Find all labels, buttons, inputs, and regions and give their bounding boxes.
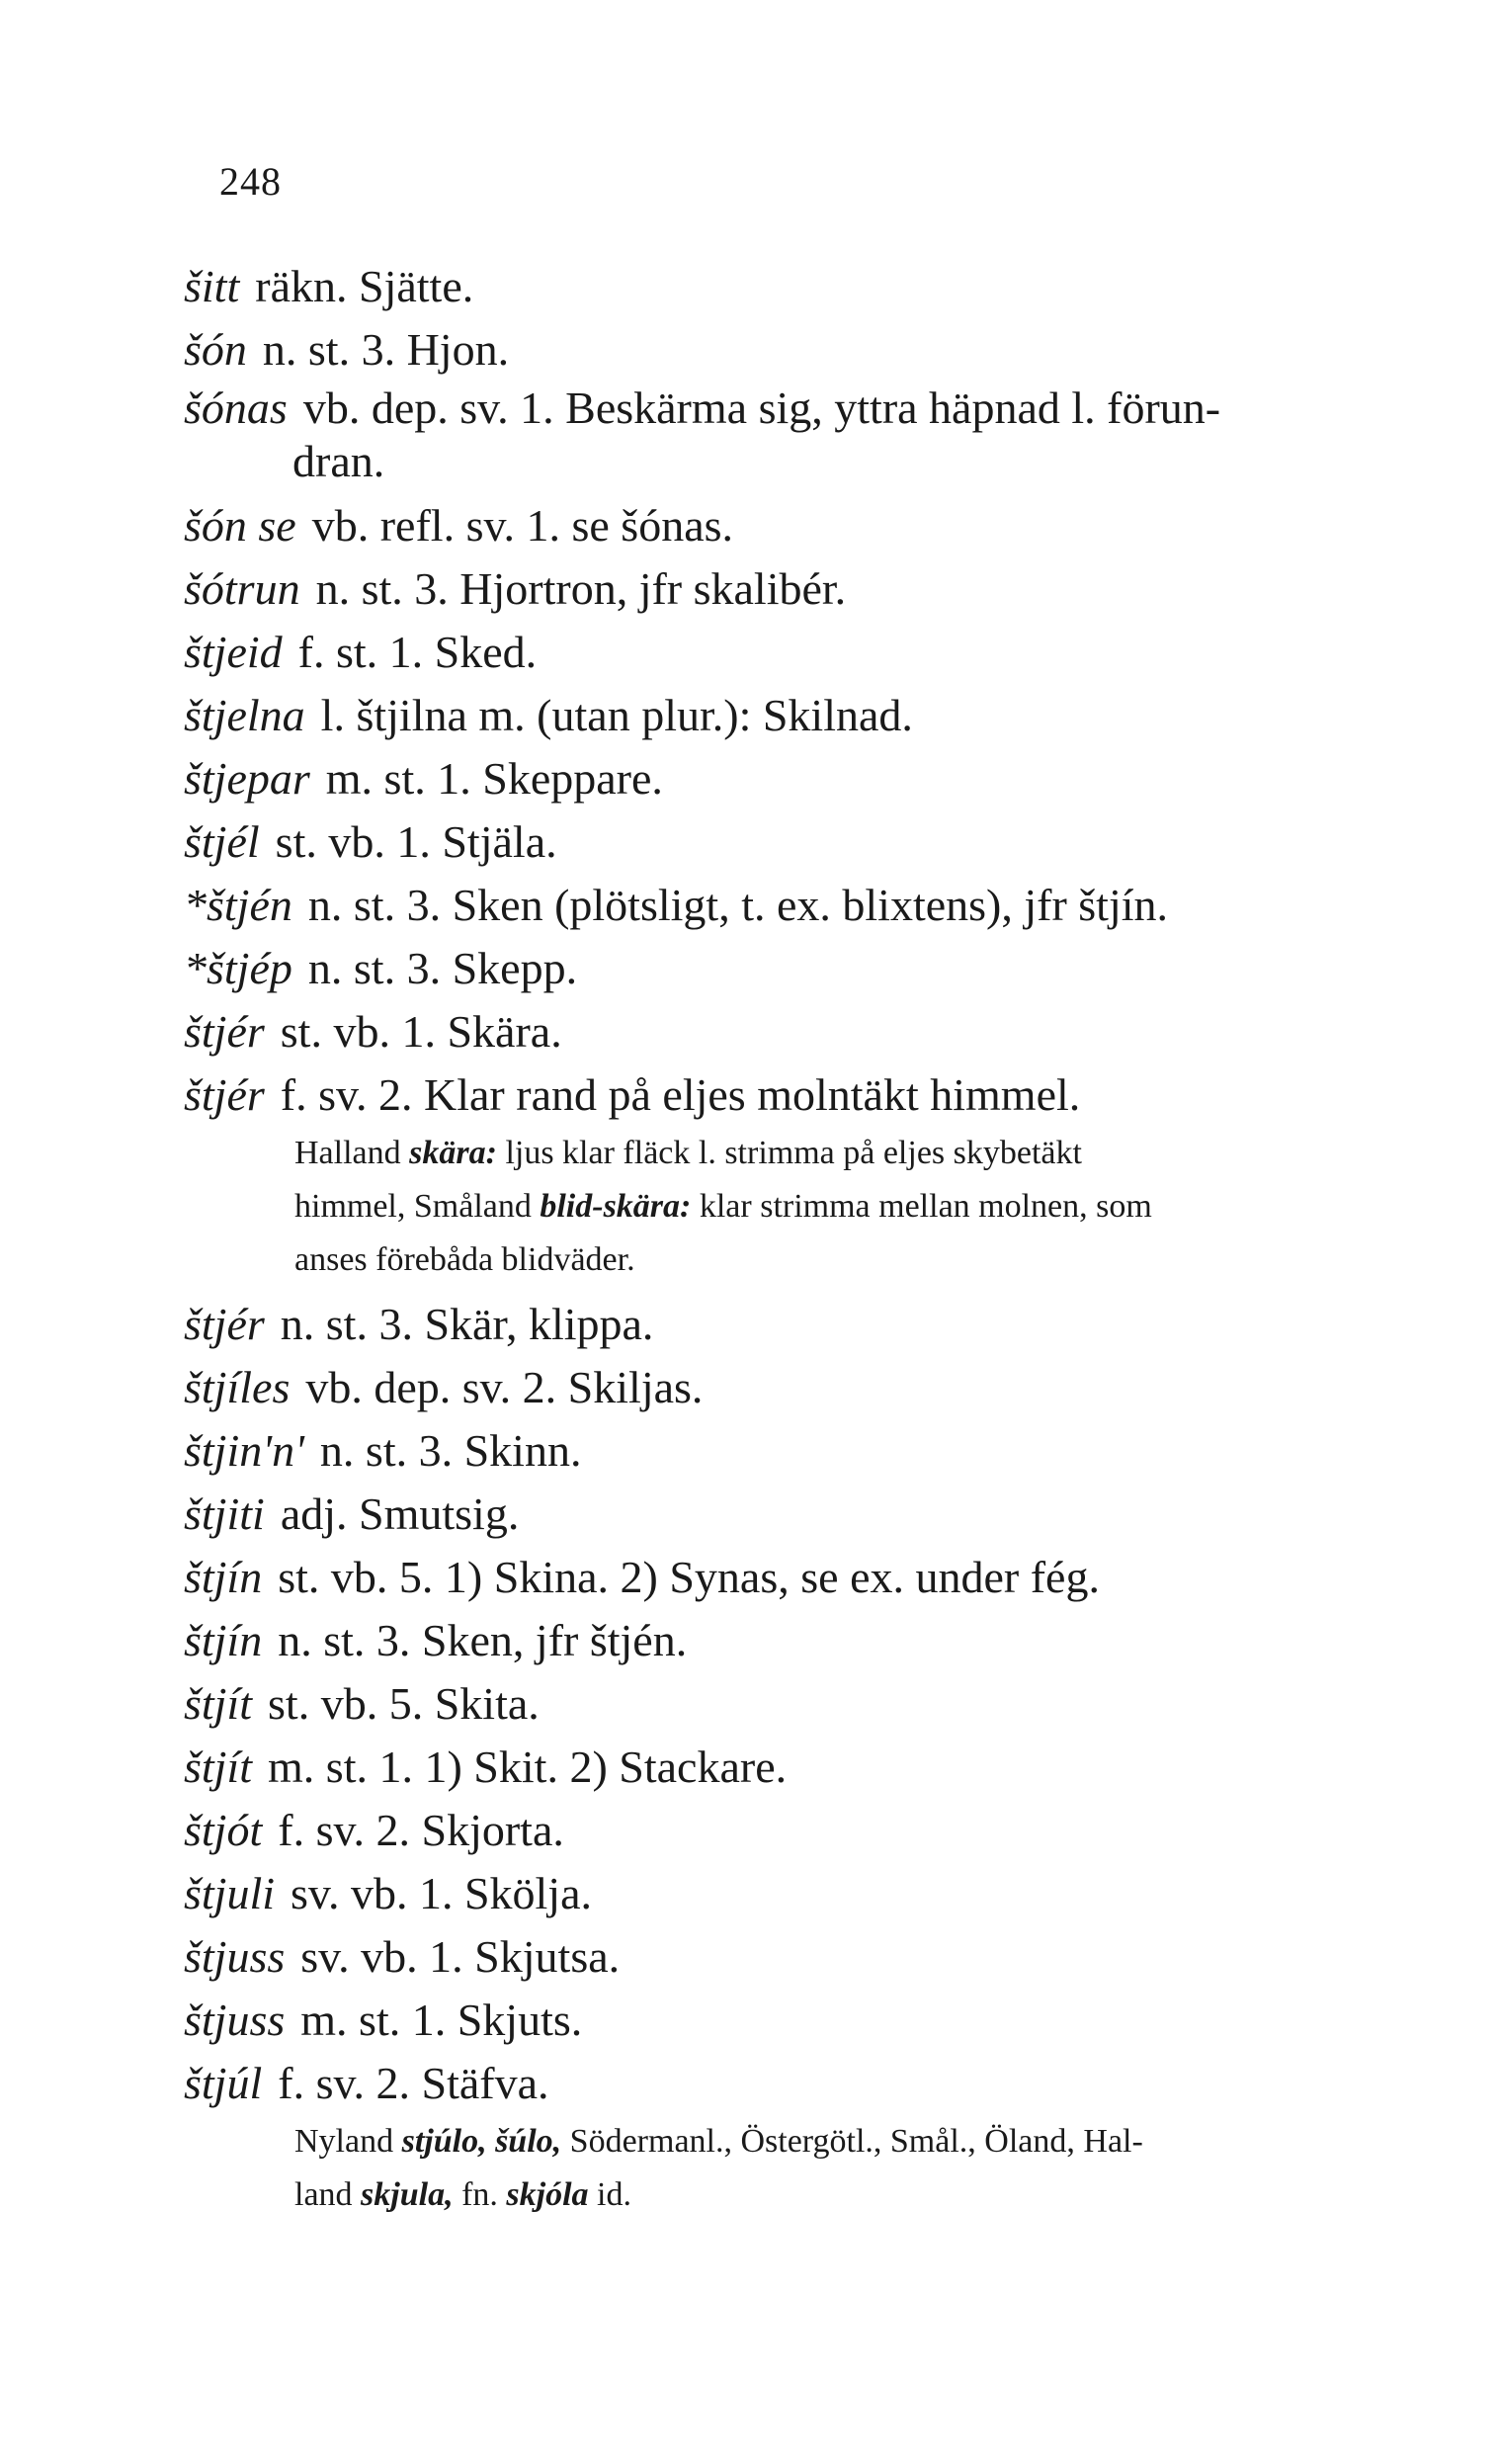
definition: st. vb. 1. Stjäla.	[275, 816, 557, 867]
definition: m. st. 1. Skjuts.	[300, 1995, 583, 2045]
headword: štjelna	[184, 690, 305, 740]
definition: sv. vb. 1. Skjutsa.	[300, 1931, 621, 1982]
definition: adj. Smutsig.	[280, 1488, 520, 1539]
entry	[184, 255, 1389, 318]
definition: n. st. 3. Sken (plötsligt, t. ex. blixtens), jfr štjín.	[307, 880, 1169, 930]
definition: l. štjilna m. (utan plur.): Skilnad.	[320, 690, 913, 740]
note-text: anses förebåda blidväder.	[294, 1241, 635, 1278]
entry	[184, 318, 1389, 382]
definition: räkn. Sjätte.	[255, 261, 474, 311]
headword: štjuss	[184, 1995, 286, 2045]
entry	[184, 1356, 1389, 1419]
entry	[184, 1483, 1389, 1546]
dictionary-entries	[184, 255, 1389, 2228]
entry	[184, 621, 1389, 684]
definition: n. st. 3. Sken, jfr štjén.	[278, 1615, 688, 1665]
definition: f. st. 1. Sked.	[297, 627, 538, 677]
definition: n. st. 3. Hjortron, jfr skalibér.	[315, 563, 847, 614]
note-term: blid-skära:	[540, 1188, 692, 1225]
entry	[184, 937, 1389, 1000]
note-text: Halland	[294, 1135, 410, 1171]
entry	[184, 684, 1389, 747]
entry	[184, 1609, 1389, 1672]
headword: štjuss	[184, 1931, 286, 1982]
definition: st. vb. 5. Skita.	[268, 1678, 540, 1729]
headword: štjít	[184, 1742, 253, 1792]
note-text: id.	[588, 2176, 631, 2213]
definition: n. st. 3. Hjon.	[262, 324, 510, 375]
definition: m. st. 1. 1) Skit. 2) Stackare.	[268, 1742, 788, 1792]
entry	[184, 810, 1389, 874]
entry	[184, 1736, 1389, 1799]
headword: šitt	[184, 261, 240, 311]
definition: vb. refl. sv. 1. se šónas.	[311, 500, 734, 551]
headword: štjít	[184, 1678, 253, 1729]
regional-note	[294, 1127, 1389, 1287]
note-term: stjúlo, šúlo,	[401, 2123, 562, 2160]
definition: f. sv. 2. Stäfva.	[278, 2058, 549, 2108]
entry	[184, 1862, 1389, 1925]
headword: šónas	[184, 382, 288, 433]
entry	[184, 1293, 1389, 1356]
headword: štjepar	[184, 753, 310, 804]
entry	[184, 557, 1389, 621]
regional-note	[294, 2115, 1389, 2222]
note-term: skjula,	[361, 2176, 454, 2213]
entry	[184, 1419, 1389, 1483]
note-text: klar strimma mellan molnen, som	[691, 1188, 1152, 1225]
entry	[184, 1000, 1389, 1063]
entry	[184, 1989, 1389, 2052]
entry	[184, 494, 1389, 557]
definition: sv. vb. 1. Skölja.	[291, 1868, 593, 1918]
headword: štjeid	[184, 627, 283, 677]
headword: štjíles	[184, 1362, 291, 1412]
headword: štjiti	[184, 1488, 265, 1539]
note-term: skjóla	[506, 2176, 589, 2213]
headword: štjót	[184, 1805, 263, 1855]
headword: šón	[184, 324, 247, 375]
headword: *štjén	[184, 880, 292, 930]
definition: vb. dep. sv. 2. Skiljas.	[305, 1362, 704, 1412]
definition: f. sv. 2. Skjorta.	[278, 1805, 564, 1855]
note-text: himmel, Småland	[294, 1188, 541, 1225]
page-number: 248	[219, 159, 282, 204]
note-text: land	[294, 2176, 362, 2213]
definition: n. st. 3. Skepp.	[307, 943, 578, 993]
definition: n. st. 3. Skär, klippa.	[280, 1299, 654, 1349]
note-text: Nyland	[294, 2123, 402, 2160]
entry	[184, 747, 1389, 810]
definition: f. sv. 2. Klar rand på eljes molntäkt himmel.	[280, 1069, 1081, 1120]
headword: štjín	[184, 1615, 263, 1665]
headword: štjuli	[184, 1868, 276, 1918]
entry	[184, 1546, 1389, 1609]
headword: štjér	[184, 1069, 265, 1120]
headword: štjér	[184, 1006, 265, 1057]
definition: m. st. 1. Skeppare.	[325, 753, 663, 804]
headword: šón se	[184, 500, 296, 551]
entry	[184, 874, 1389, 937]
entry	[184, 1925, 1389, 1989]
definition-continued: dran.	[292, 436, 385, 486]
entry	[184, 2052, 1389, 2115]
definition: n. st. 3. Skinn.	[319, 1425, 582, 1476]
note-text: fn.	[453, 2176, 507, 2213]
headword: štjér	[184, 1299, 265, 1349]
headword: šótrun	[184, 563, 300, 614]
definition: st. vb. 5. 1) Skina. 2) Synas, se ex. under fég.	[278, 1552, 1100, 1602]
entry	[184, 382, 1389, 488]
headword: štjúl	[184, 2058, 263, 2108]
note-term: skära:	[409, 1135, 497, 1171]
entry	[184, 1799, 1389, 1862]
headword: štjín	[184, 1552, 263, 1602]
headword: *štjép	[184, 943, 292, 993]
note-text: Södermanl., Östergötl., Smål., Öland, Hal-	[561, 2123, 1143, 2160]
headword: štjin'n'	[184, 1425, 304, 1476]
entry	[184, 1672, 1389, 1736]
entry	[184, 1063, 1389, 1127]
note-text: ljus klar fläck l. strimma på eljes skybetäkt	[496, 1135, 1082, 1171]
definition: st. vb. 1. Skära.	[280, 1006, 562, 1057]
definition: vb. dep. sv. 1. Beskärma sig, yttra häpnad l. förun-	[302, 382, 1221, 433]
headword: štjél	[184, 816, 260, 867]
